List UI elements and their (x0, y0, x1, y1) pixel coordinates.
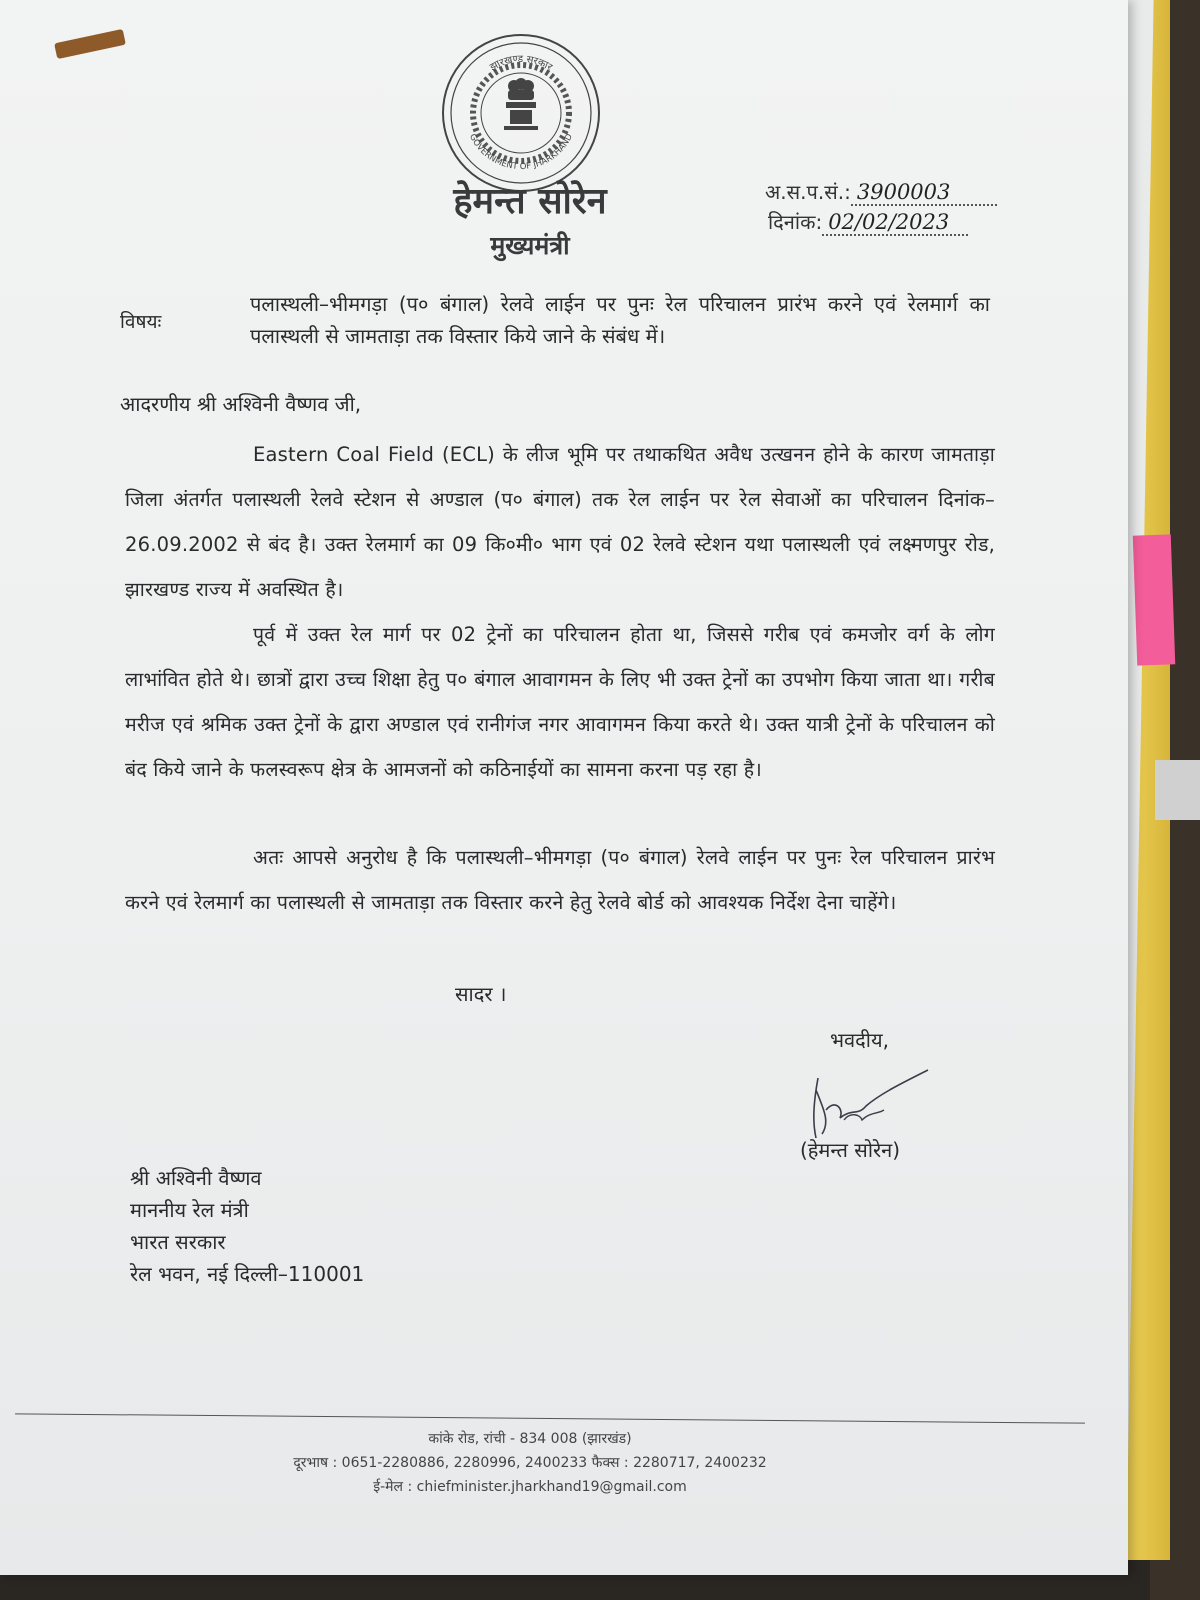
reference-date-value: 02/02/2023 (822, 210, 968, 236)
reference-number-label: अ.स.प.सं.: (765, 180, 851, 204)
sign-off: भवदीय, (830, 1028, 889, 1052)
addressee-block (130, 1162, 364, 1290)
footer-email: ई-मेल : chiefminister.jharkhand19@gmail.com (373, 1479, 687, 1495)
signer-name: (हेमन्त सोरेन) (800, 1138, 901, 1162)
header-title: मुख्यमंत्री (490, 231, 570, 260)
footer-divider (15, 1413, 1085, 1423)
seal-bottom-text: GOVERNMENT OF JHARKHAND (466, 132, 576, 173)
reference-date (768, 208, 968, 236)
reference-date-label: दिनांक: (768, 210, 823, 234)
reference-number-value: 3900003 (851, 180, 997, 206)
seal-top-text: झारखण्ड सरकार (488, 53, 554, 74)
government-seal-icon (440, 32, 602, 194)
pink-sticky-tab (1133, 534, 1176, 665)
footer (230, 1427, 830, 1499)
addressee-name: श्री अश्विनी वैष्णव (130, 1166, 262, 1190)
reference-number (765, 178, 997, 206)
paragraph-1: Eastern Coal Field (ECL) के लीज भूमि पर तथाकथित अवैध उत्खनन होने के कारण जामताड़ा जिला अंतर्गत पलास्थली रेलवे स्टेशन से अण्डाल (प० बंगाल) तक रेल लाईन पर रेल सेवाओं का परिचालन दिनांक–26.09.2002 से बंद है। उक्त रेलमार्ग का 09 कि०मी० भाग एवं 02 रेलवे स्टेशन यथा पलास्थली एवं लक्ष्मणपुर रोड, झारखण्ड राज्य में अवस्थित है। (125, 443, 995, 601)
closing: सादर । (455, 982, 507, 1006)
subject-label: विषयः (120, 311, 162, 333)
salutation: आदरणीय श्री अश्विनी वैष्णव जी, (120, 392, 362, 416)
paragraph-3: अतः आपसे अनुरोध है कि पलास्थली–भीमगड़ा (प० बंगाल) रेलवे लाईन पर पुनः रेल परिचालन प्रारंभ करने एवं रेलमार्ग का पलास्थली से जामताड़ा तक विस्तार करने हेतु रेलवे बोर्ड को आवश्यक निर्देश देना चाहेंगे। (125, 846, 995, 914)
addressee-designation: माननीय रेल मंत्री (130, 1198, 249, 1222)
paper-clip (54, 29, 126, 59)
footer-phone: दूरभाष : 0651-2280886, 2280996, 2400233 फैक्स : 2280717, 2400232 (293, 1455, 767, 1471)
paragraph-2: पूर्व में उक्त रेल मार्ग पर 02 ट्रेनों का परिचालन होता था, जिससे गरीब एवं कमजोर वर्ग के लोग लाभांवित होते थे। छात्रों द्वारा उच्च शिक्षा हेतु प० बंगाल आवागमन के लिए भी उक्त ट्रेनों का उपभोग किया जाता था। गरीब मरीज एवं श्रमिक उक्त ट्रेनों के द्वारा अण्डाल एवं रानीगंज नगर आवागमन किया करते थे। उक्त यात्री ट्रेनों के परिचालन को बंद किये जाने के फलस्वरूप क्षेत्र के आमजनों को कठिनाईयों का सामना करना पड़ रहा है। (125, 623, 995, 781)
addressee-government: भारत सरकार (130, 1230, 226, 1254)
addressee-address: रेल भवन, नई दिल्ली–110001 (130, 1262, 365, 1286)
header-name: हेमन्त सोरेन (453, 180, 607, 222)
footer-address: कांके रोड, रांची - 834 008 (झारखंड) (428, 1431, 632, 1447)
subject-text: पलास्थली–भीमगड़ा (प० बंगाल) रेलवे लाईन पर पुनः रेल परिचालन प्रारंभ करने एवं रेलमार्ग का पलास्थली से जामताड़ा तक विस्तार किये जाने के संबंध में। (250, 292, 990, 348)
grey-tag (1155, 760, 1200, 820)
svg-text:झारखण्ड सरकार (488, 54, 554, 74)
handwritten-signature (800, 1050, 940, 1140)
